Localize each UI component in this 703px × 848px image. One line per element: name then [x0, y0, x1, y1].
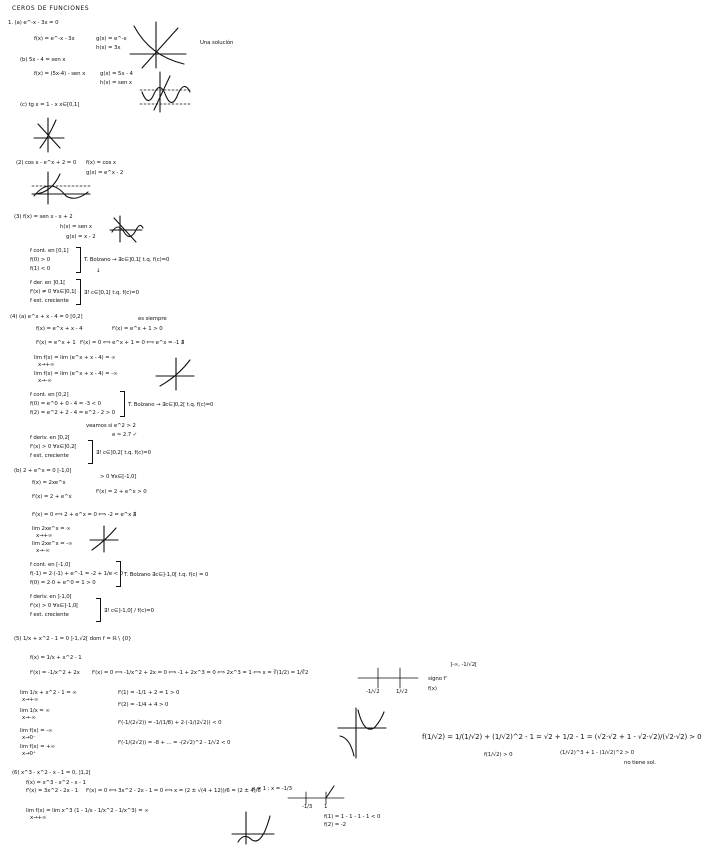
p3-l6: f est. creciente [30, 298, 69, 304]
p4-c3: f(2) = e^2 + 2 - 4 = e^2 - 2 > 0 [30, 410, 116, 416]
p4b-brace2 [96, 598, 101, 622]
p4-eq: f'(x) = 0 ⟺ e^x + 1 = 0 ⟺ e^x = -1 ∄ [80, 340, 185, 346]
p6-f1: f(1) = 1 - 1 - 1 - 1 < 0 [324, 814, 381, 820]
p6-axis2: 1 [324, 804, 328, 810]
p6-eq: f'(x) = 0 ⟺ 3x^2 - 2x - 1 = 0 ⟺ x = (2 ± √(4 + 12))/6 = (2 ± 4)/6 [86, 788, 261, 794]
p1b-label: (b) 5x - 4 = sen x [20, 57, 66, 63]
p4b-lim1: lim 2xe^x = ∞ [32, 526, 71, 532]
p5-eq: f'(x) = 0 ⟺ -1/x^2 + 2x = 0 ⟺ -1 + 2x^3 = 0 ⟺ 2x^3 = 1 ⟺ x = ∛(1/2) = 1/∛2 [92, 670, 309, 676]
p5-big: f(1/√2) = 1/(1/√2) + (1/√2)^2 - 1 = √2 + 1/2 - 1 = (√2·√2 + 1 - √2·√2)/(√2·√2) > 0 [422, 733, 702, 741]
p5-axis2: 1/√2 [396, 689, 408, 695]
p4b-fp: f'(x) = 2 + e^x [32, 494, 72, 500]
p5-lim4: lim f(x) = +∞ [20, 744, 55, 750]
p6-sketch [230, 812, 276, 846]
p4b-d1: f deriv. en ]-1,0[ [30, 594, 72, 600]
p4-d2: f'(x) > 0 ∀x∈]0,2[ [30, 444, 77, 450]
p4b-lim2s: x→-∞ [36, 548, 50, 554]
p5-lim3: lim f(x) = -∞ [20, 728, 53, 734]
p3-l3: f(1) < 0 [30, 266, 51, 272]
p1c-sketch [34, 118, 66, 154]
p4-d3: f est. creciente [30, 453, 69, 459]
p4b-label: (b) 2 + e^x = 0 [-1,0] [14, 468, 72, 474]
p4b-above: > 0 ∀x∈[-1,0] [100, 474, 137, 480]
p4-lim2s: x→-∞ [38, 378, 52, 384]
p4-f: f(x) = e^x + x - 4 [36, 326, 83, 332]
p4-v1: veamos si e^2 > 2 [86, 423, 136, 429]
p3-label: (3) f(x) = sen x - x + 2 [14, 214, 73, 220]
p5-small: no tiene sol. [624, 760, 656, 766]
p1b-h: h(x) = sen x [100, 80, 133, 86]
p6-axis [286, 784, 346, 814]
p1-note: Una solución [200, 40, 234, 46]
p5-axis1: -1/√2 [366, 689, 380, 695]
p5-lim4s: x→0⁺ [22, 751, 36, 757]
p5-lim1s: x→+∞ [22, 697, 39, 703]
p4-label: (4) (a) e^x + x - 4 = 0 [0,2] [10, 314, 83, 320]
p1b-sketch [138, 72, 192, 114]
p5-interval: ]-∞, -1/√2[ [450, 662, 478, 668]
p2-label: (2) cos x - e^x + 2 = 0 [16, 160, 77, 166]
p5-lim1: lim 1/x + x^2 - 1 = ∞ [20, 690, 77, 696]
p4-fp2: f'(x) = e^x + 1 > 0 [112, 326, 163, 332]
p4b-eq: f'(x) = 0 ⟺ 2 + e^x = 0 ⟺ -2 = e^x ∄ [32, 512, 137, 518]
p3-l4: f der. en ]0,1[ [30, 280, 66, 286]
down-arrow: ↓ [96, 268, 101, 274]
p2-f: f(x) = cos x [86, 160, 117, 166]
p6-axis1: -1/3 [302, 804, 313, 810]
p3-g: g(x) = x - 2 [66, 234, 96, 240]
p4b-lim1s: x→+∞ [36, 533, 53, 539]
p1b-g: g(x) = 5x - 4 [100, 71, 133, 77]
p1-f: f(x) = e^-x - 3x [34, 36, 75, 42]
p4-sketch [156, 358, 196, 392]
p4-dr: ∃! c∈]0,2[ t.q. f(c)=0 [96, 450, 151, 456]
p2-sketch [32, 172, 92, 206]
p5-lim3s: x→0⁻ [22, 735, 36, 741]
p4b-c2: f(-1) = 2·(-1) + e^-1 = -2 + 1/e < 0 [30, 571, 123, 577]
p4-lim1: lim f(x) = lim (e^x + x - 4) = ∞ [34, 355, 116, 361]
p4b-brace1 [116, 561, 121, 587]
p5-label: (5) 1/x + x^2 - 1 = 0 ]-1,√2[ dom f = ℝ \ {0} [14, 636, 132, 642]
p6-fp: f'(x) = 3x^2 - 2x - 1 [26, 788, 78, 794]
p1-sketch [128, 20, 188, 70]
p1-h: h(x) = 3x [96, 45, 121, 51]
p4-d1: f deriv. en ]0,2[ [30, 435, 70, 441]
p5-v2: f'(2) = -1/4 + 4 > 0 [118, 702, 169, 708]
p5-big2: f(1/√2) > 0 [484, 752, 513, 758]
p4b-d3: f est. creciente [30, 612, 69, 618]
p3-brace1 [76, 247, 81, 273]
p5-lim2: lim 1/x = ∞ [20, 708, 50, 714]
p5-v1: f'(1) = -1/1 + 2 = 1 > 0 [118, 690, 180, 696]
p6-f: f(x) = x^3 - x^2 - x - 1 [26, 780, 86, 786]
p3-r2: ∃! c∈]0,1[ t.q. f(c)=0 [84, 290, 139, 296]
p4-cr: T. Bolzano → ∃c∈]0,2[ t.q. f(c)=0 [128, 402, 214, 408]
p4b-f: f(x) = 2xe^x [32, 480, 66, 486]
p3-l2: f(0) > 0 [30, 257, 51, 263]
p4-v2: e ≈ 2.7 ✓ [112, 432, 138, 438]
p3-sketch [110, 214, 144, 244]
p5-big3: (1/√2)^3 + 1 - (1/√2)^2 > 0 [560, 750, 634, 756]
p4-lim1s: x→+∞ [38, 362, 55, 368]
p6-f2: f(2) = -2 [324, 822, 346, 828]
p3-h: h(x) = sen x [60, 224, 93, 230]
p4b-dr: ∃! c∈]-1,0[ / f(c)=0 [104, 608, 154, 614]
p4-above: es siempre [138, 316, 167, 322]
p4b-c1: f cont. en [-1,0] [30, 562, 71, 568]
p1c-label: (c) tg x = 1 - x x∈[0,1] [20, 102, 80, 108]
p1-g: g(x) = e^-x [96, 36, 127, 42]
p3-l1: f cont. en [0,1] [30, 248, 69, 254]
p5-fp: f'(x) = -1/x^2 + 2x [30, 670, 80, 676]
p4b-fp2: f'(x) = 2 + e^x > 0 [96, 489, 147, 495]
p5-signf: signo f' [428, 676, 447, 682]
p5-lim2s: x→-∞ [22, 715, 36, 721]
page-title: CEROS DE FUNCIONES [12, 5, 90, 12]
p3-l5: f'(x) ≠ 0 ∀x∈]0,1[ [30, 289, 77, 295]
p4b-lim2: lim 2xe^x = -∞ [32, 541, 73, 547]
p4b-c3: f(0) = 2·0 + e^0 = 1 > 0 [30, 580, 96, 586]
p4-fp: f'(x) = e^x + 1 [36, 340, 76, 346]
p5-f: f(x) = 1/x + x^2 - 1 [30, 655, 82, 661]
p5-v3: f'(-1/(2√2)) = -1/(1/8) + 2·(-1/(2√2)) < 0 [118, 720, 222, 726]
p4b-d2: f'(x) > 0 ∀x∈]-1,0[ [30, 603, 79, 609]
p1-label: 1. (a) e^-x - 3x = 0 [8, 20, 59, 26]
p3-brace2 [76, 279, 81, 305]
p4-c2: f(0) = e^0 + 0 - 4 = -3 < 0 [30, 401, 101, 407]
p6-lim: lim f(x) = lim x^3 (1 - 1/x - 1/x^2 - 1/x^3) = ∞ [26, 808, 149, 814]
p4-lim2: lim f(x) = lim (e^x + x - 4) = -∞ [34, 371, 118, 377]
p6-label: (6) x^3 - x^2 - x - 1 = 0, ]1,2[ [12, 770, 91, 776]
p1b-f: f(x) = (5x-4) - sen x [34, 71, 86, 77]
p5-sketch [338, 708, 388, 760]
p4-brace1 [120, 391, 125, 417]
p6-roots: x = 1 ; x = -1/3 [252, 786, 292, 792]
p6-lims: x→+∞ [30, 815, 47, 821]
p4-brace2 [88, 440, 93, 464]
p5-fx: f(x) [428, 686, 437, 692]
p4b-cr: T. Bolzano ∃c∈]-1,0[ t.q. f(c) = 0 [124, 572, 209, 578]
p4-c1: f cont. en [0,2] [30, 392, 69, 398]
p2-g: g(x) = e^x - 2 [86, 170, 124, 176]
p3-r1: T. Bolzano → ∃c∈]0,1[ t.q. f(c)=0 [84, 257, 170, 263]
p4b-sketch [90, 526, 120, 554]
p5-v4: f'(-1/(2√2)) = -8 + ... = -(2√2)^2 - 1/√2 < 0 [118, 740, 231, 746]
